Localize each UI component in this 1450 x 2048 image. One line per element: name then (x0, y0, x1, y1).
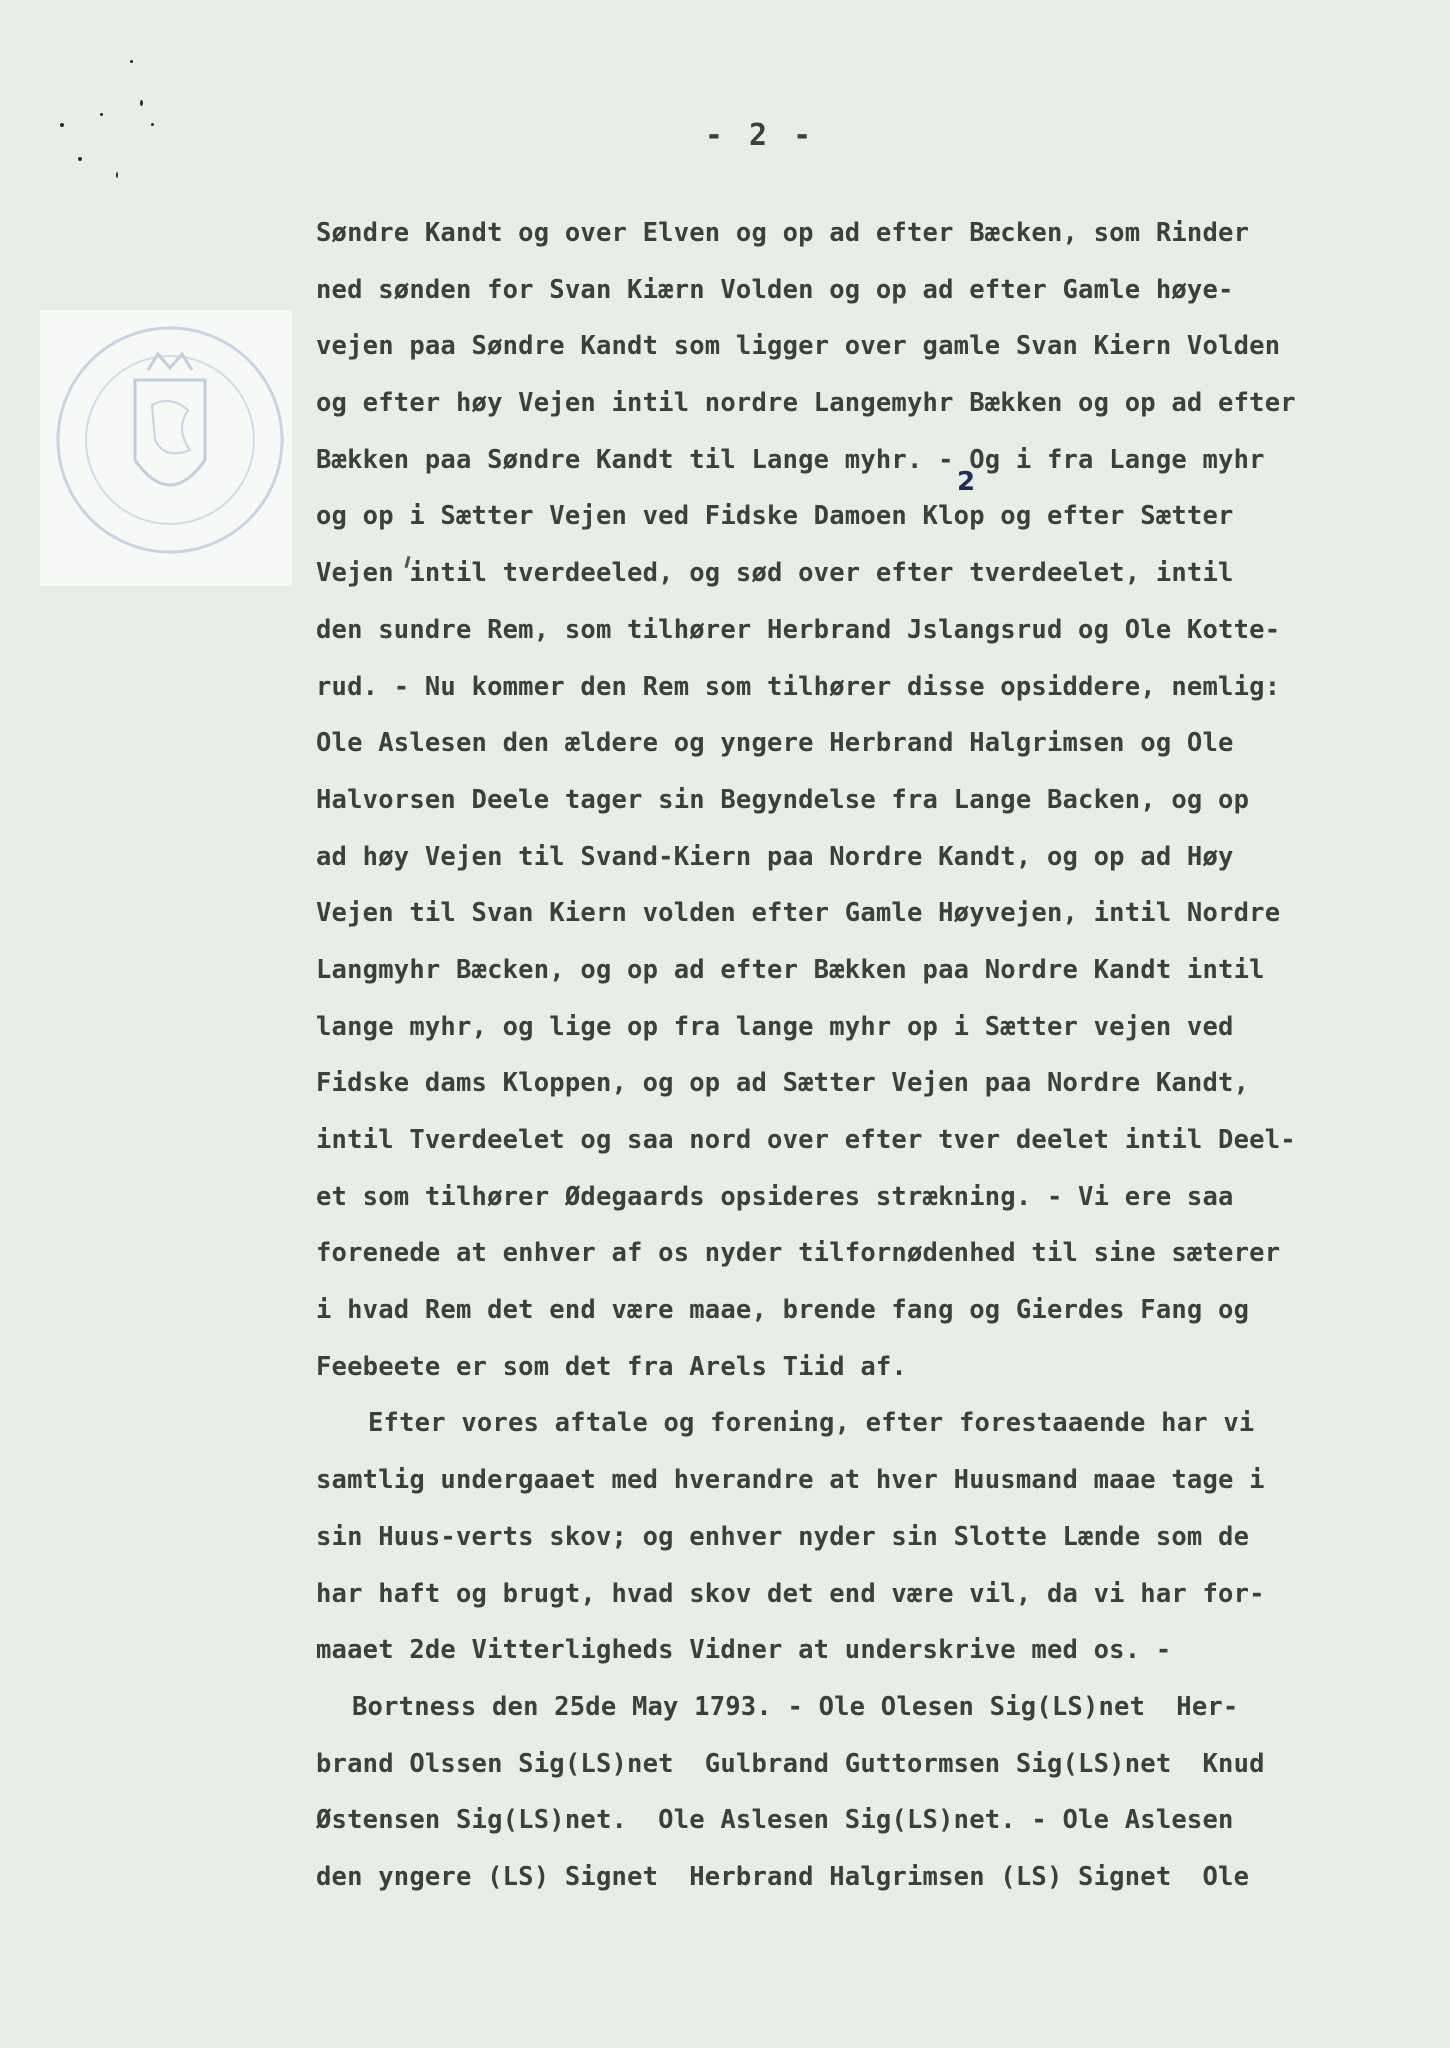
text-line: Ole Aslesen den ældere og yngere Herbrand Halgrimsen og Ole (316, 728, 1234, 759)
speck (78, 157, 82, 161)
text-line: Bækken paa Søndre Kandt til Lange myhr. - Og i fra Lange myhr (316, 444, 1265, 475)
text-line: brand Olssen Sig(LS)net Gulbrand Guttormsen Sig(LS)net Knud (316, 1748, 1265, 1779)
text-line: rud. - Nu kommer den Rem som tilhører disse opsiddere, nemlig: (316, 671, 1281, 702)
paragraph-start-line: Efter vores aftale og forening, efter forestaaende har vi (368, 1408, 1255, 1439)
text-line: vejen paa Søndre Kandt som ligger over gamle Svan Kiern Volden (316, 331, 1281, 362)
text-line: intil Tverdeelet og saa nord over efter tver deelet intil Deel- (316, 1125, 1296, 1155)
speck (140, 100, 143, 106)
speck (130, 60, 133, 63)
text-line: og efter høy Vejen intil nordre Langemyhr Bækken og op ad efter (316, 388, 1296, 419)
text-line: maaet 2de Vitterligheds Vidner at underskrive med os. - (316, 1635, 1172, 1666)
speck (151, 123, 154, 126)
document-body (316, 205, 1416, 1906)
text-line: Fidske dams Kloppen, og op ad Sætter Vejen paa Nordre Kandt, (316, 1068, 1250, 1099)
text-line: samtlig undergaaet med hverandre at hver Huusmand maae tage i (316, 1465, 1265, 1496)
paragraph-start-line: Bortness den 25de May 1793. - Ole Olesen Sig(LS)net Her- (352, 1691, 1239, 1722)
text-line: et som tilhører Ødegaards opsideres strækning. - Vi ere saa (316, 1181, 1234, 1212)
text-line: Feebeete er som det fra Arels Tiid af. (316, 1351, 907, 1382)
text-line: den yngere (LS) Signet Herbrand Halgrimsen (LS) Signet Ole (316, 1861, 1250, 1892)
text-line: og op i Sætter Vejen ved Fidske Damoen Klop og efter Sætter (316, 501, 1234, 532)
text-line: har haft og brugt, hvad skov det end være vil, da vi har for- (316, 1578, 1265, 1609)
text-line: ad høy Vejen til Svand-Kiern paa Nordre Kandt, og op ad Høy (316, 841, 1234, 872)
speck (60, 123, 64, 127)
text-line: Østensen Sig(LS)net. Ole Aslesen Sig(LS)net. - Ole Aslesen (316, 1805, 1234, 1836)
text-line: lange myhr, og lige op fra lange myhr op i Sætter vejen ved (316, 1011, 1234, 1042)
speck (100, 113, 103, 116)
text-line: sin Huus-verts skov; og enhver nyder sin Slotte Lænde som de (316, 1521, 1250, 1552)
text-line: Langmyhr Bæcken, og op ad efter Bækken paa Nordre Kandt intil (316, 954, 1265, 985)
speck (116, 172, 118, 178)
text-line: i hvad Rem det end være maae, brende fang og Gierdes Fang og (316, 1295, 1250, 1326)
text-line: Halvorsen Deele tager sin Begyndelse fra Lange Backen, og op (316, 784, 1250, 815)
page-number: - 2 - (704, 118, 816, 153)
text-line: Søndre Kandt og over Elven og op ad efter Bæcken, som Rinder (316, 218, 1250, 248)
text-line: den sundre Rem, som tilhører Herbrand Jslangsrud og Ole Kotte- (316, 614, 1281, 645)
text-line: Vejen intil tverdeeled, og sød over efter tverdeelet, intil (316, 558, 1234, 589)
text-line: forenede at enhver af os nyder tilfornødenhed til sine sæterer (316, 1238, 1281, 1269)
text-line: ned sønden for Svan Kiærn Volden og op ad efter Gamle høye- (316, 274, 1234, 305)
handwritten-correction: 2 (957, 467, 976, 497)
seal-stamp-icon (40, 310, 292, 586)
stamp-area (40, 310, 292, 586)
text-line: Vejen til Svan Kiern volden efter Gamle Høyvejen, intil Nordre (316, 898, 1281, 929)
